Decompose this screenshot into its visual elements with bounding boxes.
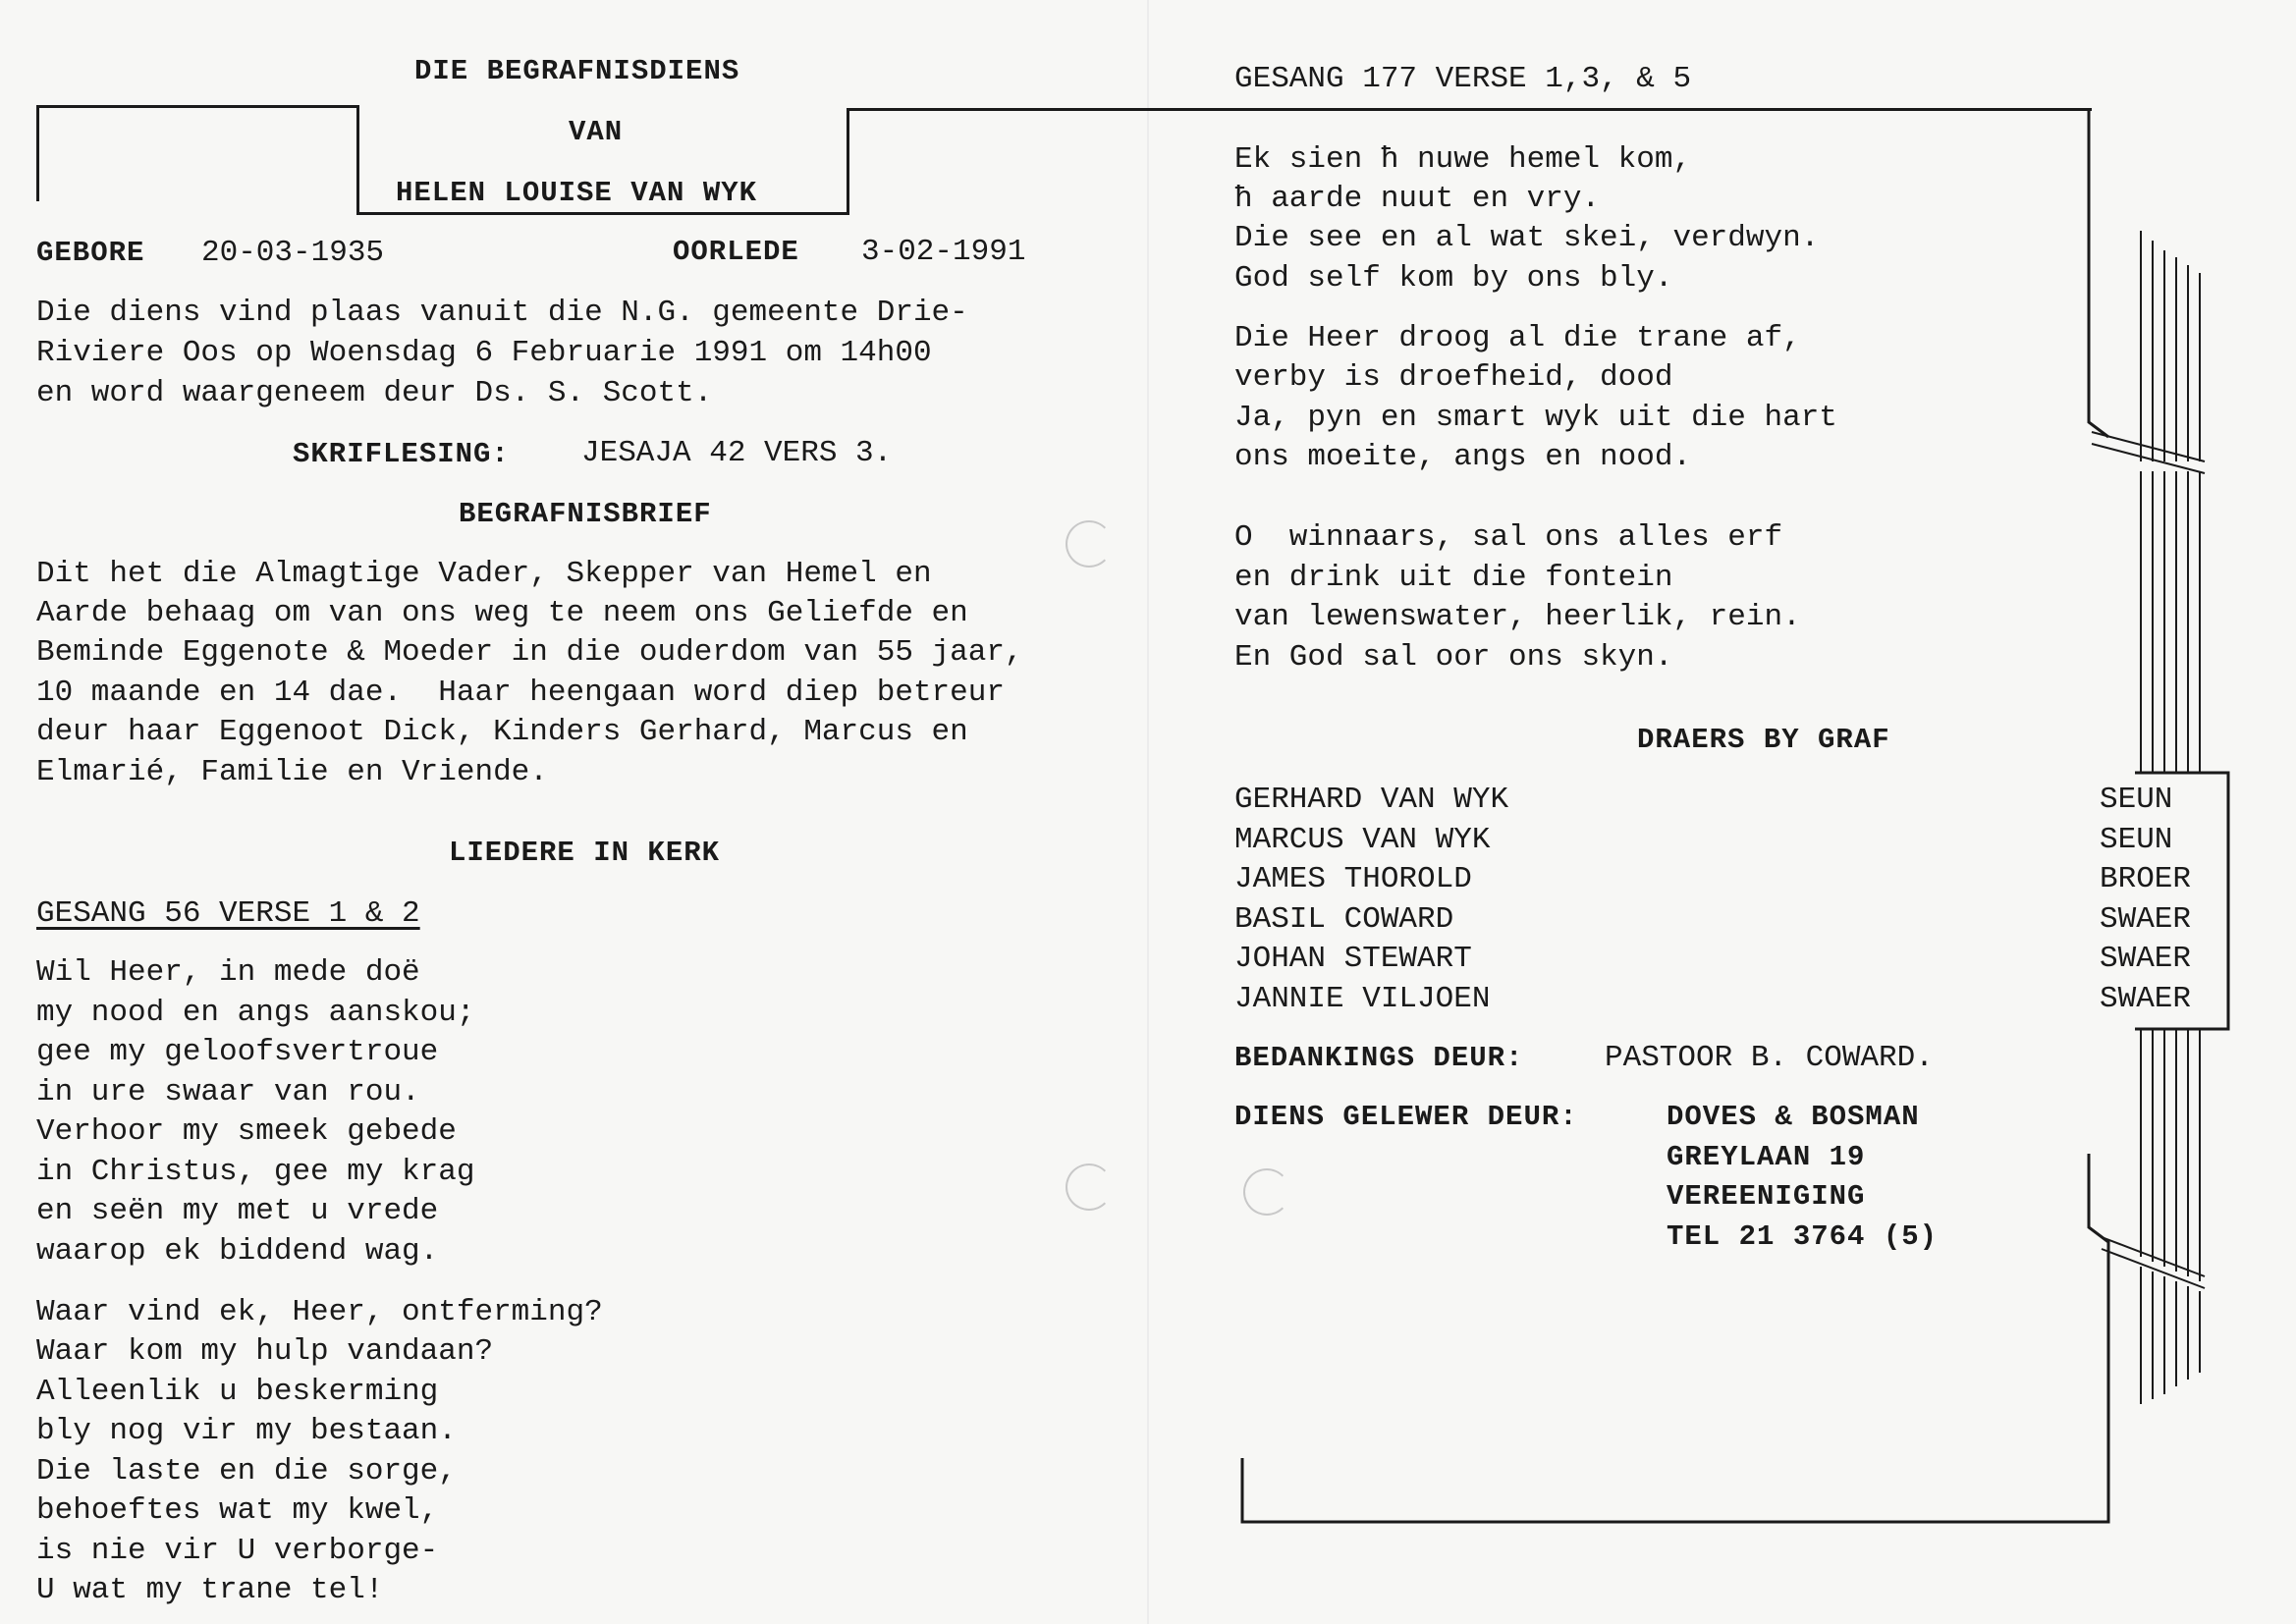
hymn-56-title: GESANG 56 VERSE 1 & 2 — [36, 896, 420, 931]
funeral-program: DIE BEGRAFNISDIENS VAN HELEN LOUISE VAN WYK GEBORE 20-03-1935 OORLEDE 3-02-1991 Die diens vind plaas vanuit die N.G. gemeente Drie- Riviere Oos op Woensdag 6 Februarie 1991 om 14h00 en word waargeneem deur Ds. S. Scott. SKRIFLESING: JESAJA 42 VERS 3. BEGRAFNISBRIEF Dit het die Almagtige Vader, Skepper van Hemel en Aarde behaag om van ons weg te neem ons Geliefde en Beminde Eggenote & Moeder in die ouderdom van 55 jaar, 10 maande en 14 dae. Haar heengaan word diep betreur deur haar Eggenoot Dick, Kinders Gerhard, Marcus en Elmarié, Familie en Vriende. LIEDERE IN KERK GESANG 56 VERSE 1 & 2 Wil Heer, in mede doë my nood en angs aanskou; gee my geloofsvertroue in ure swaar van rou. Verhoor my smeek gebede in Christus, gee my krag en seën my met u vrede waarop ek biddend wag. Waar vind ek, Heer, ontferming? Waar kom my hulp vandaan? Alleenlik u beskerming bly nog vir my bestaan. Die laste en die sorge, behoeftes wat my kwel, is nie vir U verborge- U wat my trane tel! GESANG 177 VERSE 1,3, & 5 Ek sien ħ nuwe hemel kom, ħ aarde nuut en vry. Die see en al wat skei, verdwyn. God self kom by ons bly. Die Heer droog al die trane af, verby is droefheid, dood Ja, pyn en smart wyk uit die hart ons moeite, angs en nood. O winnaars, sal ons alles erf en drink uit die fontein van lewenswater, heerlik, rein. En God sal oor ons skyn. DRAERS BY GRAF GERHARD VAN WYK SEUN MARCUS VAN WYK SEUN JAMES THOROLD BROER BASIL COWARD SWAER JOHAN STEWART SWAER JANNIE VILJOEN SWAER BEDANKINGS DEUR: PASTOOR B. COWARD. DIENS GELEWER DEUR: DOVES & BOSMAN GREYLAAN 19 VEREENIGING TEL 21 3764 (5) — [0, 0, 2296, 1624]
reading-label: SKRIFLESING: — [293, 438, 510, 470]
hymn-177-title: GESANG 177 VERSE 1,3, & 5 — [1234, 62, 1692, 96]
frame-top-right — [847, 108, 2092, 111]
fold-crease — [1147, 0, 1149, 1624]
died-label: OORLEDE — [673, 236, 799, 268]
page-title: DIE BEGRAFNISDIENS — [414, 55, 740, 87]
letter-heading: BEGRAFNISBRIEF — [459, 498, 712, 530]
frame-title-right — [847, 108, 849, 215]
punch-hole — [1066, 520, 1113, 568]
songs-heading: LIEDERE IN KERK — [449, 837, 721, 869]
bearers-heading: DRAERS BY GRAF — [1637, 724, 1890, 756]
frame-title-bottom — [356, 212, 849, 215]
thanks-label: BEDANKINGS DEUR: — [1234, 1042, 1524, 1074]
frame-top-left — [36, 105, 358, 108]
born-label: GEBORE — [36, 237, 145, 269]
punch-hole — [1243, 1168, 1290, 1216]
reading-value: JESAJA 42 VERS 3. — [581, 436, 893, 470]
frame-left-side — [36, 105, 39, 201]
thanks-value: PASTOOR B. COWARD. — [1605, 1041, 1934, 1075]
frame-title-left — [356, 105, 359, 215]
punch-hole — [1066, 1164, 1113, 1211]
provider-label: DIENS GELEWER DEUR: — [1234, 1101, 1578, 1133]
deceased-name: HELEN LOUISE VAN WYK — [396, 177, 758, 209]
title-van: VAN — [569, 116, 624, 148]
died-date: 3-02-1991 — [861, 235, 1026, 269]
born-date: 20-03-1935 — [201, 236, 385, 270]
